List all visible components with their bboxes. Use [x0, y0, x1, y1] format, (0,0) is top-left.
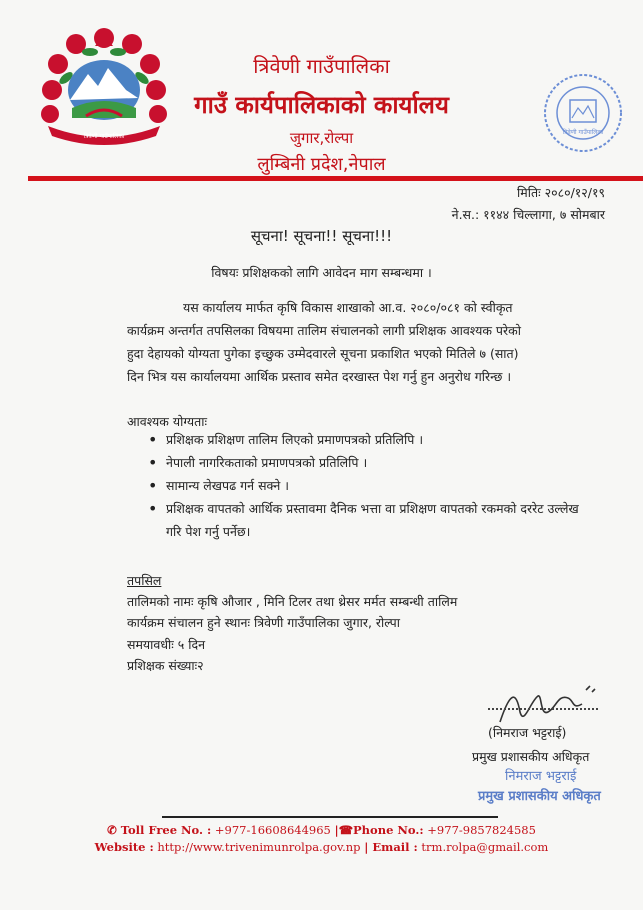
training-venue: कार्यक्रम संचालन हुने स्थानः त्रिवेणी गाउँपालिका जुगार, रोल्पा: [127, 615, 400, 630]
footer-contact: [0, 823, 643, 837]
list-item: • सामान्य लेखपढ गर्न सक्ने ।: [148, 474, 598, 497]
website-link[interactable]: http://www.trivenimunrolpa.gov.np: [157, 840, 361, 854]
seal-text: त्रिवेणी गाउँपालिका: [562, 129, 604, 136]
header-divider: [28, 176, 643, 181]
training-name: तालिमको नामः कृषि औजार , मिनि टिलर तथा थ्रेसर मर्मत सम्बन्धी तालिम: [127, 594, 458, 609]
signature-scribble-icon: [486, 682, 606, 730]
notice-title: सूचना! सूचना!! सूचना!!!: [250, 227, 393, 245]
signatory-title: प्रमुख प्रशासकीय अधिकृत: [472, 749, 590, 764]
municipality-name: त्रिवेणी गाउँपालिका: [253, 54, 390, 78]
list-item: • प्रशिक्षक वापतको आर्थिक प्रस्तावमा दैनिक भत्ता वा प्रशिक्षण वापतको रकमको दररेट उल्लेख गरि पेश गर्नु पर्नेछ।: [148, 497, 598, 543]
stamp-name: निमराज भट्टराई: [505, 769, 577, 784]
tollfree-label: ✆ Toll Free No. :: [107, 823, 212, 837]
body-line: दिन भित्र यस कार्यालयमा आर्थिक प्रस्ताव समेत दरखास्त पेश गर्नु हुन अनुरोध गरिन्छ ।: [127, 369, 512, 384]
letter-body: [127, 296, 597, 388]
details-heading: तपसिल: [127, 573, 162, 588]
province-name: लुम्बिनी प्रदेश,नेपाल: [257, 154, 386, 175]
trainer-count: प्रशिक्षक संख्याः२: [127, 658, 204, 673]
website-label: Website :: [94, 840, 154, 854]
letter-subject: विषयः प्रशिक्षकको लागि आवेदन माग सम्बन्धमा ।: [211, 265, 432, 280]
signature-line: [488, 708, 598, 710]
email-link[interactable]: trm.rolpa@gmail.com: [421, 840, 549, 854]
list-item: • नेपाली नागरिकताको प्रमाणपत्रको प्रतिलिपि ।: [148, 451, 598, 474]
email-label: | Email :: [364, 840, 418, 854]
footer-web: [0, 840, 643, 854]
qualifications-heading: आवश्यक योग्यताः: [127, 414, 207, 429]
body-line: यस कार्यालय मार्फत कृषि विकास शाखाको आ.व. २०८०/०८१ को स्वीकृत: [183, 300, 513, 315]
nepal-sambat-date: ने.स.: ११४४ चिल्लागा, ७ सोमबार: [451, 207, 605, 222]
training-duration: समयावधीः ५ दिन: [127, 637, 206, 652]
tollfree-number[interactable]: +977-16608644965: [214, 823, 331, 837]
phone-label: |☎Phone No.:: [334, 823, 424, 837]
qualifications-list: [148, 428, 598, 543]
phone-number[interactable]: +977-9857824585: [427, 823, 536, 837]
office-address: जुगार,रोल्पा: [289, 129, 354, 147]
footer-divider: [162, 816, 498, 818]
signatory-name: (निमराज भट्टराई): [488, 725, 567, 740]
list-item: • प्रशिक्षक प्रशिक्षण तालिम लिएको प्रमाणपत्रको प्रतिलिपि ।: [148, 428, 598, 451]
letter-date: मितिः २०८०/१२/१९: [517, 185, 605, 200]
emblem-caption: त्रिवेणी गाउँपालिका: [83, 133, 125, 140]
office-name: गाउँ कार्यपालिकाको कार्यालय: [194, 91, 449, 119]
body-line: कार्यक्रम अन्तर्गत तपसिलका विषयमा तालिम संचालनको लागी प्रशिक्षक आवश्यक परेको: [127, 323, 521, 338]
stamp-title: प्रमुख प्रशासकीय अधिकृत: [478, 789, 601, 804]
body-line: हुदा देहायको योग्यता पुगेका इच्छुक उम्मेदवारले सूचना प्रकाशित भएको मितिले ७ (सात): [127, 346, 519, 361]
